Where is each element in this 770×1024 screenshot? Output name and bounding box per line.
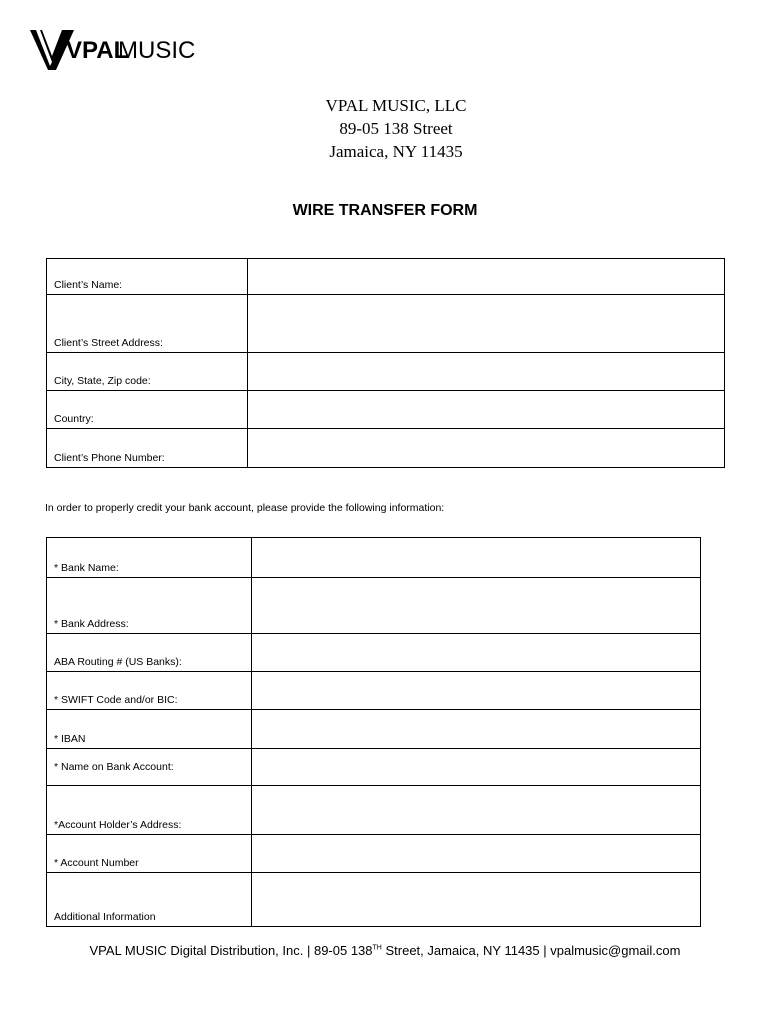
account-number-label: * Account Number [47,835,252,873]
table-row [47,710,701,749]
name-on-account-field[interactable] [252,749,701,786]
footer-text-start: VPAL MUSIC Digital Distribution, Inc. | 89-05 138 [89,943,373,958]
name-on-account-label: * Name on Bank Account: [47,749,252,786]
logo-text-light: MUSIC [118,37,196,64]
client-info-table [46,258,725,468]
bank-info-table [46,537,701,927]
aba-routing-label: ABA Routing # (US Banks): [47,634,252,672]
bank-address-label: * Bank Address: [47,578,252,634]
footer [0,943,770,958]
city-state-zip-label: City, State, Zip code: [47,353,248,391]
table-row [47,749,701,786]
company-name: VPAL MUSIC, LLC [325,96,467,115]
bank-name-field[interactable] [252,538,701,578]
table-row [47,295,725,353]
company-street: 89-05 138 Street [339,119,453,138]
company-city: Jamaica, NY 11435 [329,142,463,161]
table-row [47,429,725,468]
intro-text: In order to properly credit your bank account, please provide the following information: [45,502,445,514]
account-holder-address-label: *Account Holder’s Address: [47,786,252,835]
table-row [47,672,701,710]
iban-label: * IBAN [47,710,252,749]
swift-bic-field[interactable] [252,672,701,710]
company-address-block [0,94,770,163]
table-row [47,634,701,672]
footer-text-end: Street, Jamaica, NY 11435 | vpalmusic@gmail.com [381,943,681,958]
table-row [47,873,701,927]
city-state-zip-field[interactable] [248,353,725,391]
country-field[interactable] [248,391,725,429]
table-row [47,786,701,835]
iban-field[interactable] [252,710,701,749]
country-label: Country: [47,391,248,429]
footer-superscript: TH [372,944,382,952]
additional-info-label: Additional Information [47,873,252,927]
client-name-label: Client’s Name: [47,259,248,295]
additional-info-field[interactable] [252,873,701,927]
table-row [47,538,701,578]
client-phone-label: Client’s Phone Number: [47,429,248,468]
account-holder-address-field[interactable] [252,786,701,835]
vpal-music-logo [30,26,200,72]
form-title: WIRE TRANSFER FORM [292,202,478,219]
aba-routing-field[interactable] [252,634,701,672]
client-phone-field[interactable] [248,429,725,468]
table-row [47,353,725,391]
table-row [47,578,701,634]
bank-address-field[interactable] [252,578,701,634]
table-row [47,835,701,873]
client-street-address-label: Client’s Street Address: [47,295,248,353]
table-row [47,259,725,295]
bank-name-label: * Bank Name: [47,538,252,578]
table-row [47,391,725,429]
client-name-field[interactable] [248,259,725,295]
swift-bic-label: * SWIFT Code and/or BIC: [47,672,252,710]
logo-text-strong: VPAL [66,37,129,64]
account-number-field[interactable] [252,835,701,873]
client-street-address-field[interactable] [248,295,725,353]
